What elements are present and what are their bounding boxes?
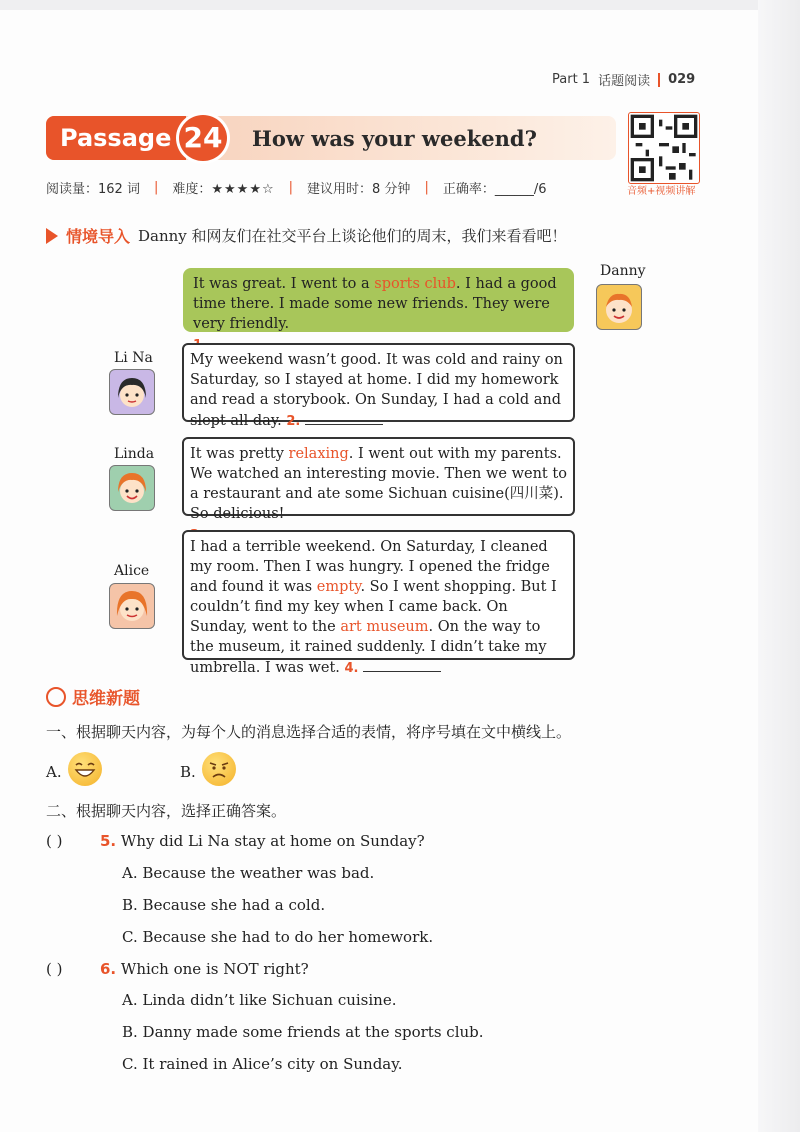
chat-name-lina: Li Na	[114, 350, 153, 366]
alice-highlight-2: art museum	[340, 619, 429, 635]
question-number-5: 5.	[100, 832, 117, 850]
option-5b[interactable]: B. Because she had a cold.	[122, 896, 326, 914]
blank-number-4: 4.	[344, 661, 359, 676]
option-6b[interactable]: B. Danny made some friends at the sports club.	[122, 1023, 484, 1041]
meta-divider: |	[288, 180, 294, 195]
question-6	[46, 960, 309, 978]
option-6c[interactable]: C. It rained in Alice’s city on Sunday.	[122, 1055, 403, 1073]
reading-meta	[46, 178, 546, 197]
answer-blank-2[interactable]	[305, 410, 383, 425]
chat-bubble-danny	[183, 268, 574, 332]
linda-text-1: It was pretty	[190, 446, 289, 462]
intro-row	[46, 224, 567, 247]
laughing-face-icon	[68, 752, 102, 786]
word-count: 阅读量：162 词	[46, 182, 140, 197]
alice-text-2: . So I went shopping. But I couldn’t find my key when I came back. On Sunday, went to the	[190, 579, 557, 635]
intro-label: 情境导入	[66, 227, 131, 246]
header-section: 话题阅读	[598, 74, 651, 89]
qr-code-icon[interactable]	[628, 112, 700, 184]
alice-text-3: . On the way to the museum, it rained suddenly. I didn’t take my umbrella. I was wet.	[190, 619, 547, 676]
linda-text-2: . I went out with my parents. We watched an interesting movie. Then we went to a restaurant and ate some Sichuan cuisine(四川菜). So delicious!	[190, 446, 567, 522]
danny-text-1: It was great. I went to a	[193, 276, 375, 292]
passage-title: How was your weekend?	[252, 126, 537, 151]
star-rating-icon: ★★★★☆	[211, 182, 275, 197]
section-title	[46, 684, 140, 709]
option-5c[interactable]: C. Because she had to do her homework.	[122, 928, 434, 946]
question-text-5: Why did Li Na stay at home on Sunday?	[116, 832, 425, 850]
difficulty	[172, 178, 274, 197]
linda-highlight: relaxing	[288, 446, 349, 462]
suggested-time: 建议用时：8 分钟	[307, 182, 411, 197]
chat-name-alice: Alice	[114, 563, 150, 579]
option-6a[interactable]: A. Linda didn’t like Sichuan cuisine.	[122, 991, 397, 1009]
answer-paren-5[interactable]: ( )	[46, 832, 63, 850]
page-header	[552, 70, 695, 89]
blank-number-2: 2.	[286, 414, 301, 429]
header-part: Part 1	[552, 72, 591, 87]
chat-name-danny: Danny	[600, 263, 646, 279]
answer-blank-4[interactable]	[363, 657, 441, 672]
alice-text-1: I had a terrible weekend. On Saturday, I cleaned my room. Then I was hungry. I opened the fridge and found it was	[190, 539, 550, 595]
danny-avatar-icon	[596, 284, 642, 330]
accuracy: 正确率：______/6	[442, 182, 547, 197]
lina-text: My weekend wasn’t good. It was cold and rainy on Saturday, so I stayed at home. I did my homework and read a storybook. On Sunday, I had a cold and slept all day.	[190, 352, 563, 429]
answer-paren-6[interactable]: ( )	[46, 960, 63, 978]
danny-text-2: . I had a good time there. I made some new friends. They were very friendly.	[193, 276, 557, 332]
option-5a[interactable]: A. Because the weather was bad.	[122, 864, 375, 882]
play-triangle-icon	[46, 228, 58, 244]
question-5	[46, 832, 425, 850]
passage-tag: Passage	[46, 116, 186, 160]
face-a-label: A.	[46, 763, 62, 781]
chat-bubble-alice	[182, 530, 575, 676]
header-divider	[658, 73, 660, 87]
meta-divider: |	[424, 180, 429, 195]
face-b-label: B.	[180, 763, 196, 781]
chat-name-linda: Linda	[114, 446, 155, 462]
question-text-6: Which one is NOT right?	[116, 960, 309, 978]
difficulty-label: 难度：	[172, 182, 212, 197]
linda-avatar-icon	[109, 465, 155, 511]
lina-avatar-icon	[109, 369, 155, 415]
pen-icon	[46, 687, 66, 707]
chat-bubble-linda	[182, 437, 575, 522]
danny-highlight: sports club	[374, 276, 456, 292]
sad-face-icon	[202, 752, 236, 786]
qr-caption: 音频+视频讲解	[627, 186, 696, 197]
meta-divider: |	[153, 180, 159, 195]
question-number-6: 6.	[100, 960, 117, 978]
passage-number: 24	[176, 112, 230, 164]
instruction-two: 二、根据聊天内容，选择正确答案。	[46, 802, 287, 820]
section-title-text: 思维新题	[72, 689, 140, 709]
instruction-one: 一、根据聊天内容，为每个人的消息选择合适的表情，将序号填在文中横线上。	[46, 723, 572, 741]
alice-avatar-icon	[109, 583, 155, 629]
alice-highlight-1: empty	[316, 579, 361, 595]
page-number: 029	[668, 72, 696, 87]
chat-bubble-lina	[182, 343, 575, 429]
intro-text: Danny 和网友们在社交平台上谈论他们的周末，我们来看看吧！	[138, 227, 567, 245]
